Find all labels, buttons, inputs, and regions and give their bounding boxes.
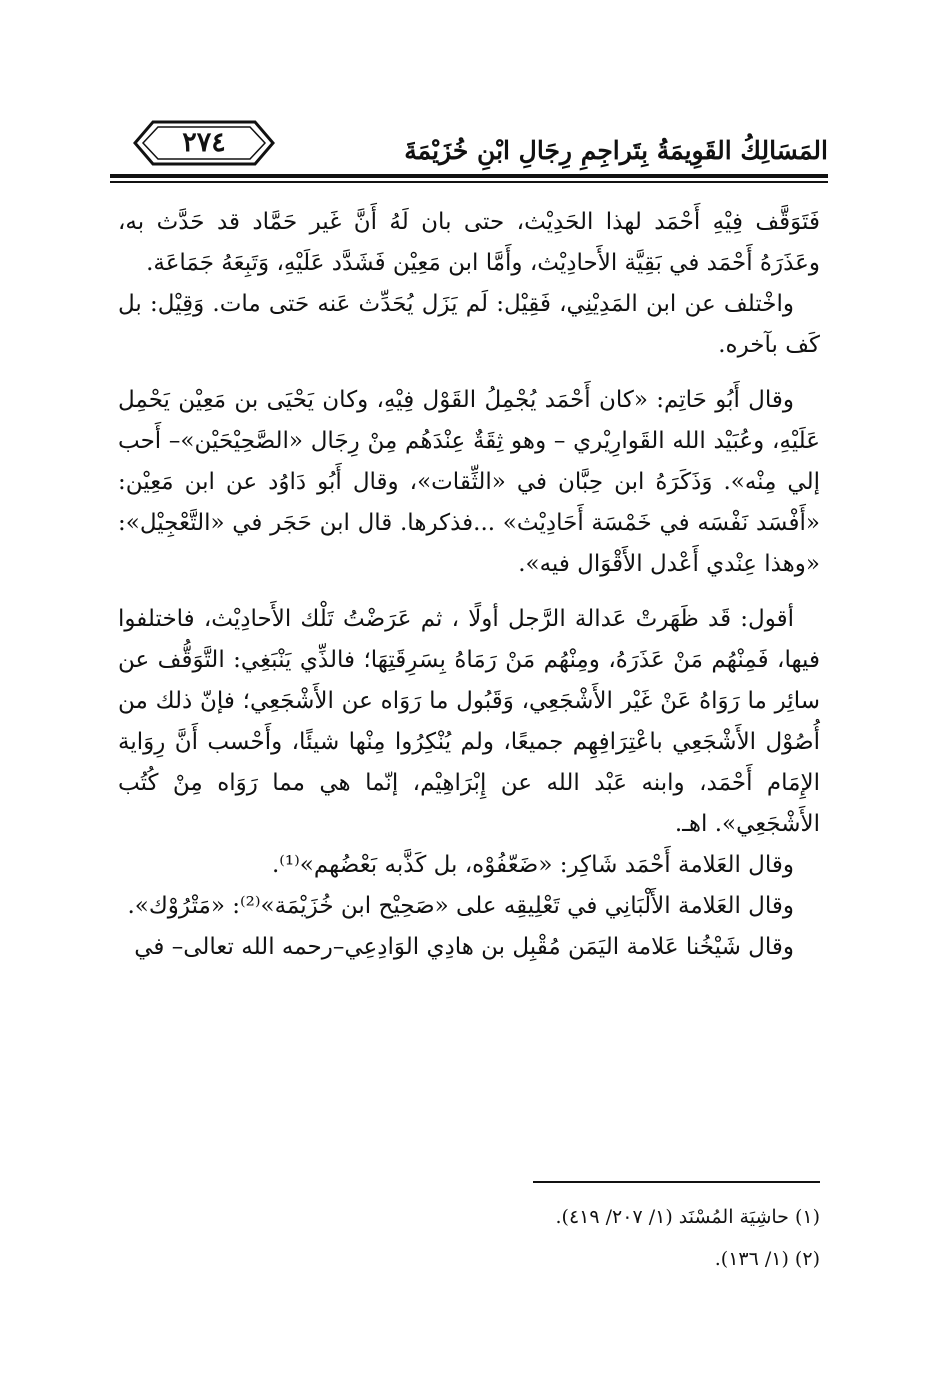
running-header [110, 118, 828, 184]
footnote-separator [533, 1181, 820, 1183]
paragraph: وقال العَلامة الأَلْبَانِي في تَعْلِيقِه على «صَحِيْح ابن خُزَيْمَة»⁽²⁾: «مَتْرُوْك». [127, 893, 794, 919]
main-text [118, 202, 820, 968]
paragraph: وقال شَيْخُنا عَلامة اليَمَن مُقْبِل بن هادِي الوَادِعِي–رحمه الله تعالى– في [134, 934, 794, 960]
paragraph: وقال أَبُو حَاتِم: «كان أَحْمَد يُجْمِلُ القَوْل فِيْهِ، وكان يَحْيَى بن مَعِيْن يَحْمِل عَلَيْهِ، وعُبَيْد الله القَوارِيْري – وهو ثِقَةٌ عِنْدَهُم مِنْ رِجَال «الصَّحِيْحَيْن»– أَحب إلي مِنْه». وَذَكَرَهُ ابن حِبَّان في «الثِّقات»، وقال أَبُو دَاوُد عن ابن مَعِيْن: «أَفْسَد نَفْسَه في خَمْسَة أَحَادِيْث» ...فذكرها. قال ابن حَجَر في «التَّعْجِيْل»: «وهذا عِنْدي أَعْدل الأَقْوَال فيه». [118, 387, 820, 577]
page-number-frame [133, 118, 275, 168]
footnote: (١) حاشِيَة المُسْنَد (١/ ٢٠٧/ ٤١٩). [555, 1206, 820, 1228]
footnote: (٢) (١/ ١٣٦). [714, 1248, 820, 1270]
book-title: المَسَالِكُ القَوِيمَةُ بِتَراجِمِ رِجَالِ ابْنِ خُزَيْمَةَ [404, 136, 828, 165]
paragraph: وقال العَلامة أَحْمَد شَاكِر: «ضَعّفُوْه، بل كَذَّبه بَعْضُهم»⁽¹⁾. [271, 852, 794, 878]
paragraph: فَتَوَقَّف فِيْهِ أَحْمَد لهذا الحَدِيْث، حتى بان لَهُ أَنَّ غَير حَمَّاد قد حَدَّث به، وعَذَرَهُ أَحْمَد في بَقِيَّة الأَحادِيْث، وأَمَّا ابن مَعِيْن فَشَدَّد عَلَيْهِ، وَتَبِعَهُ جَمَاعَة. [118, 209, 820, 276]
header-rule [110, 174, 828, 178]
paragraph: واخْتلف عن ابن المَدِيْنِي، فَقِيْل: لَم يَزَل يُحَدِّث عَنه حَتى مات. وَقِيْل: بل كَف بآخره. [118, 291, 820, 358]
header-rule-thin [110, 181, 828, 183]
footnotes [418, 1196, 820, 1280]
page-number: ٢٧٤ [182, 127, 226, 158]
paragraph: أقول: قَد ظَهَرتْ عَدالة الرَّجل أولًا ، ثم عَرَضْتُ تَلْك الأَحادِيْث، فاختلفوا فيها، فَمِنْهُم مَنْ عَذَرَهُ، ومِنْهُم مَنْ رَمَاهُ بِسَرِقَتِهَا؛ فالذِّي يَنْبَغِي: التَّوَقُّف عن سائِر ما رَوَاهُ عَنْ غَيْر الأَشْجَعِي، وَقَبُول ما رَوَاه عن الأَشْجَعِي؛ فإنّ ذلك من أُصُوْل الأَشْجَعِي باعْتِرَافِهِم جميعًا، ولم يُنْكِرُوا مِنْها شيئًا، وأَحْسب أَنَّ رِوَاية الإِمَام أَحْمَد، وابنه عَبْد الله عن إِبْرَاهِيْم، إنّما هي مما رَوَاه مِنْ كُتُب الأَشْجَعِي». اهـ. [118, 606, 820, 837]
